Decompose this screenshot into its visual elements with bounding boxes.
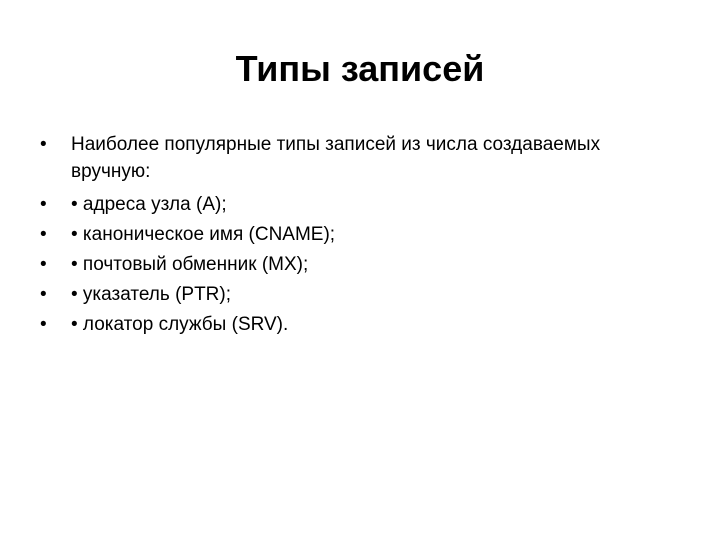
bullet-list <box>36 131 684 341</box>
bullet-icon: • <box>40 314 47 335</box>
list-item <box>36 191 684 218</box>
list-item <box>36 281 684 308</box>
bullet-icon: • <box>40 254 47 275</box>
list-item <box>36 311 684 338</box>
bullet-icon: • <box>40 224 47 245</box>
list-item-text: • каноническое имя (CNAME); <box>71 224 336 245</box>
bullet-icon: • <box>40 134 47 155</box>
list-item-text: • локатор службы (SRV). <box>71 314 289 335</box>
slide-title: Типы записей <box>235 48 485 89</box>
list-item-text: • адреса узла (A); <box>71 194 227 215</box>
list-item-text: Наиболее популярные типы записей из числа создаваемых вручную: <box>71 134 601 182</box>
bullet-icon: • <box>40 194 47 215</box>
list-item <box>36 221 684 248</box>
list-item-text: • указатель (PTR); <box>71 284 231 305</box>
list-item-text: • почтовый обменник (MX); <box>71 254 309 275</box>
list-item <box>36 131 684 185</box>
bullet-icon: • <box>40 284 47 305</box>
list-item <box>36 251 684 278</box>
